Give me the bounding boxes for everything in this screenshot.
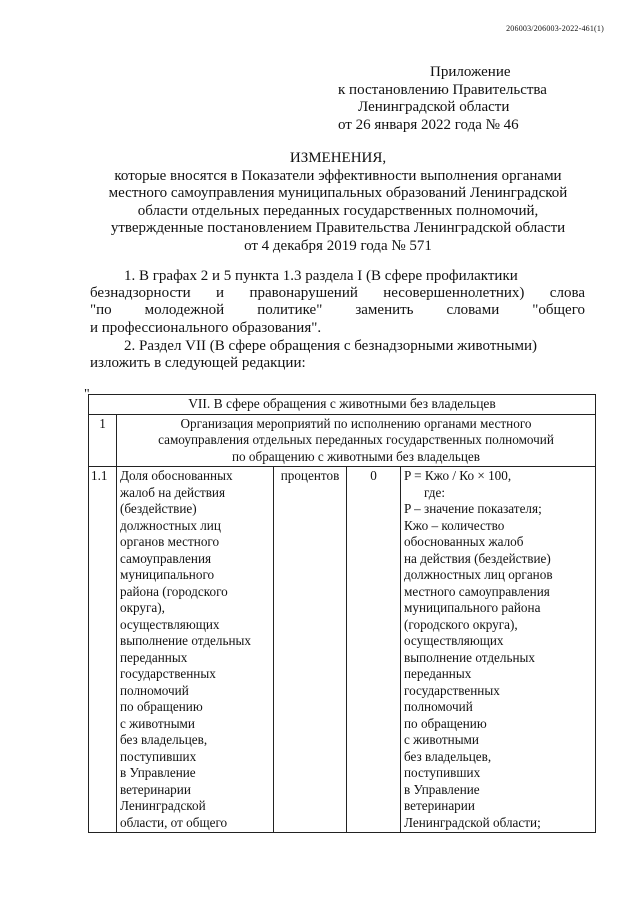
cell-line: поступивших xyxy=(404,765,481,780)
cell-line: органов местного xyxy=(120,534,220,549)
cell-line: должностных лиц органов xyxy=(404,567,553,582)
indicator-cell xyxy=(117,467,274,833)
para1-line: 1. В графах 2 и 5 пункта 1.3 раздела I (В сфере профилактики xyxy=(124,268,518,284)
cell-line: полномочий xyxy=(404,699,473,714)
cell-line: Ленинградской xyxy=(120,798,206,813)
word: безнадзорности xyxy=(90,285,191,302)
appendix-line: от 26 января 2022 года № 46 xyxy=(338,116,519,133)
word: "по xyxy=(90,302,112,319)
word: словами xyxy=(446,302,500,319)
cell-line: муниципального xyxy=(120,567,215,582)
cell-line: Ленинградской области; xyxy=(404,814,541,830)
cell-line: переданных xyxy=(404,666,472,681)
word: политике" xyxy=(257,302,323,319)
cell-line: самоуправления отдельных переданных государственных полномочий xyxy=(158,432,554,447)
document-title xyxy=(90,150,586,255)
cell-line: в Управление xyxy=(404,781,480,797)
word: "общего xyxy=(532,302,585,319)
cell-line: переданных xyxy=(120,649,188,665)
table-row xyxy=(89,467,596,833)
cell-line: местного самоуправления xyxy=(404,583,550,599)
row-text xyxy=(117,414,596,467)
cell-line: без владельцев, xyxy=(120,732,208,747)
cell-line: государственных xyxy=(120,666,216,681)
title-line: местного самоуправления муниципальных образований Ленинградской xyxy=(108,185,568,201)
para1-line-justified xyxy=(90,302,585,319)
cell-line: по обращению xyxy=(120,699,203,714)
cell-line: выполнение отдельных xyxy=(120,633,251,648)
document-number: 206003/206003-2022-461(1) xyxy=(506,24,604,33)
title-heading: ИЗМЕНЕНИЯ, xyxy=(289,150,387,166)
opening-quote: " xyxy=(84,387,90,402)
para1-line-justified xyxy=(90,285,585,302)
word: несовершеннолетних) xyxy=(383,285,525,302)
cell-line: Организация мероприятий по исполнению органами местного xyxy=(180,415,532,431)
appendix-block xyxy=(338,64,598,134)
cell-line: округа), xyxy=(120,600,165,615)
cell-line: без владельцев, xyxy=(404,748,492,764)
cell-line: с животными xyxy=(404,732,479,747)
word: заменить xyxy=(355,302,414,319)
cell-line: поступивших xyxy=(120,748,197,764)
cell-line: P = Кжо / Ко × 100, xyxy=(404,468,512,483)
cell-line: самоуправления xyxy=(120,550,212,566)
cell-line: муниципального района xyxy=(404,600,541,615)
cell-line: осуществляющих xyxy=(120,616,220,632)
indicators-table xyxy=(88,394,596,833)
cell-line: по обращению xyxy=(404,715,487,731)
cell-line: где: xyxy=(424,484,445,500)
row-number: 1.1 xyxy=(89,467,117,833)
cell-line: полномочий xyxy=(120,682,189,698)
formula-cell xyxy=(401,467,596,833)
cell-line: ветеринарии xyxy=(120,781,191,797)
title-line: которые вносятся в Показатели эффективности выполнения органами xyxy=(114,167,562,184)
cell-line: обоснованных жалоб xyxy=(404,534,524,549)
row-number: 1 xyxy=(89,414,117,467)
cell-line: Доля обоснованных xyxy=(120,468,233,483)
cell-line: P – значение показателя; xyxy=(404,501,542,516)
word: слова xyxy=(549,285,585,302)
para1-line: и профессионального образования". xyxy=(90,319,322,336)
cell-line: района (городского xyxy=(120,583,228,599)
cell-line: на действия (бездействие) xyxy=(404,550,551,566)
title-line: области отдельных переданных государственных полномочий, xyxy=(137,202,539,219)
cell-line: в Управление xyxy=(120,765,196,780)
appendix-line: к постановлению Правительства xyxy=(338,81,547,98)
title-line: от 4 декабря 2019 года № 571 xyxy=(244,237,432,254)
cell-line: по обращению с животными без владельцев xyxy=(231,448,481,464)
paragraph-1 xyxy=(90,268,585,337)
cell-line: (бездействие) xyxy=(120,501,197,516)
appendix-line: Приложение xyxy=(430,64,511,80)
table-row xyxy=(89,414,596,467)
value-cell: 0 xyxy=(347,467,401,833)
unit-cell: процентов xyxy=(274,467,347,833)
cell-line: области, от общего xyxy=(120,814,228,830)
para2-line: 2. Раздел VII (В сфере обращения с безнадзорными животными) xyxy=(124,338,537,354)
word: и xyxy=(216,285,225,302)
cell-line: должностных лиц xyxy=(120,517,221,533)
cell-line: Кжо – количество xyxy=(404,517,505,533)
table-section-header-row xyxy=(89,395,596,415)
cell-line: выполнение отдельных xyxy=(404,649,535,665)
word: правонарушений xyxy=(249,285,358,302)
cell-line: с животными xyxy=(120,715,195,731)
word: молодежной xyxy=(144,302,225,319)
title-line: утвержденные постановлением Правительства Ленинградской области xyxy=(110,220,566,236)
cell-line: государственных xyxy=(404,682,500,698)
paragraph-2 xyxy=(90,338,585,372)
cell-line: жалоб на действия xyxy=(120,484,226,500)
cell-line: ветеринарии xyxy=(404,798,475,813)
para2-line: изложить в следующей редакции: xyxy=(90,355,306,372)
cell-line: (городского округа), xyxy=(404,616,518,632)
cell-line: осуществляющих xyxy=(404,633,504,648)
section-header: VII. В сфере обращения с животными без владельцев xyxy=(89,395,596,415)
appendix-line: Ленинградской области xyxy=(358,99,510,115)
